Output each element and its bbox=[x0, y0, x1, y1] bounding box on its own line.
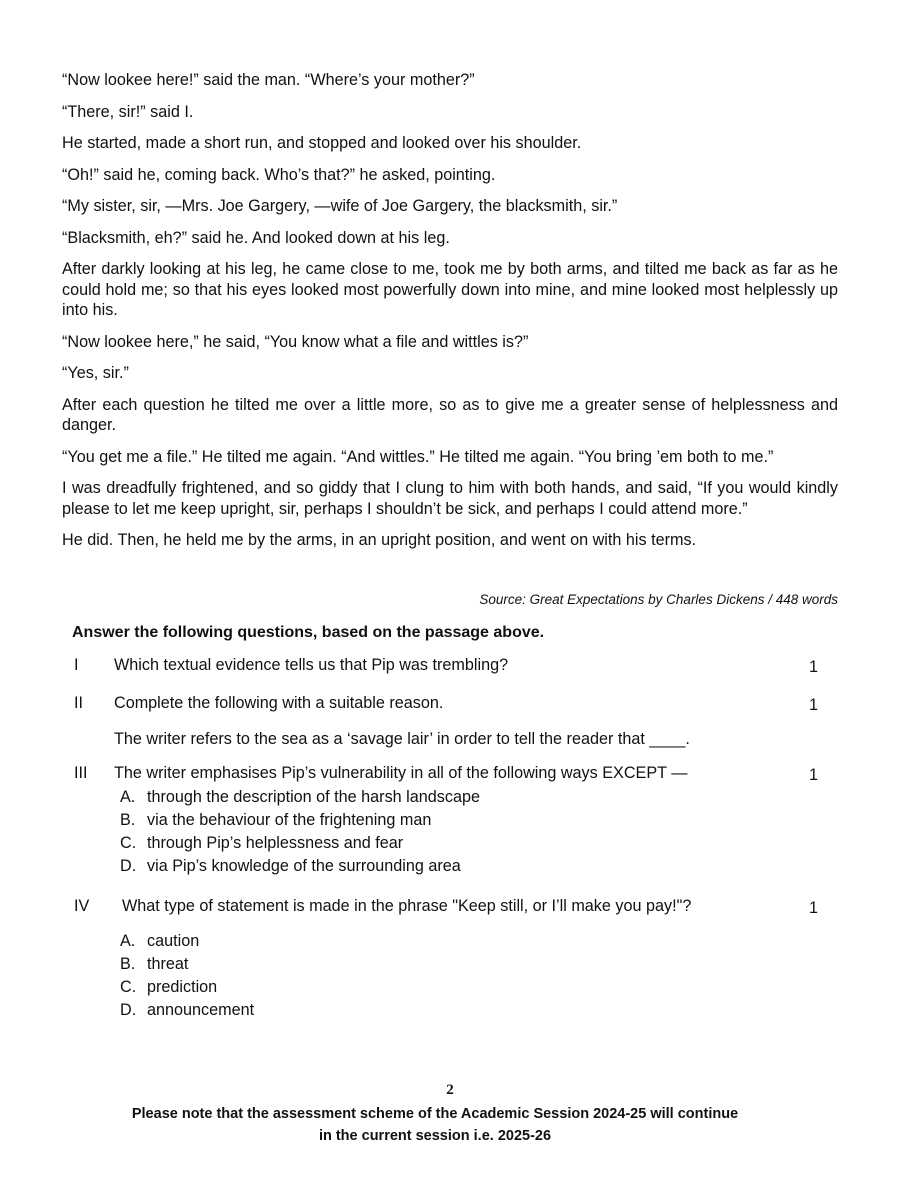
question-number: II bbox=[74, 694, 83, 712]
passage-paragraph: After darkly looking at his leg, he came close to me, took me by both arms, and tilted me back as far as he could hold me; so that his eyes looked most powerfully down into mine, and mine looked most helplessly up into his. bbox=[62, 260, 838, 319]
option-d[interactable] bbox=[120, 856, 480, 879]
option-c[interactable] bbox=[120, 833, 480, 856]
passage bbox=[62, 70, 838, 562]
option-letter: D. bbox=[120, 1001, 137, 1019]
option-b[interactable] bbox=[120, 810, 480, 833]
question-4-options bbox=[120, 931, 254, 1023]
option-text: announcement bbox=[147, 1001, 255, 1019]
option-letter: A. bbox=[120, 788, 136, 806]
passage-paragraph: I was dreadfully frightened, and so giddy that I clung to him with both hands, and said, “If you would kindly please to let me keep upright, sir, perhaps I shouldn’t be sick, and perhaps I could attend more.” bbox=[62, 479, 838, 518]
passage-paragraph: “Blacksmith, eh?” said he. And looked down at his leg. bbox=[62, 228, 450, 247]
passage-paragraph: He did. Then, he held me by the arms, in an upright position, and went on with his terms. bbox=[62, 531, 697, 549]
option-a[interactable] bbox=[120, 787, 480, 810]
question-number: IV bbox=[74, 897, 90, 915]
footer-note-line: Please note that the assessment scheme of the Academic Session 2024-25 will continue bbox=[131, 1106, 739, 1122]
option-b[interactable] bbox=[120, 954, 254, 977]
option-text: through Pip’s helplessness and fear bbox=[147, 834, 404, 852]
footer-note bbox=[0, 1103, 870, 1147]
option-text: through the description of the harsh landscape bbox=[147, 788, 480, 806]
option-letter: B. bbox=[120, 811, 136, 829]
question-marks: 1 bbox=[808, 899, 818, 917]
passage-paragraph: “My sister, sir, —Mrs. Joe Gargery, —wife of Joe Gargery, the blacksmith, sir.” bbox=[62, 197, 618, 215]
option-text: threat bbox=[147, 955, 189, 973]
option-letter: C. bbox=[120, 834, 137, 852]
passage-paragraph: He started, made a short run, and stopped and looked over his shoulder. bbox=[62, 134, 582, 152]
option-letter: B. bbox=[120, 955, 136, 973]
option-letter: C. bbox=[120, 978, 137, 996]
passage-paragraph: “Oh!” said he, coming back. Who’s that?” he asked, pointing. bbox=[62, 165, 496, 184]
instructions-heading: Answer the following questions, based on the passage above. bbox=[72, 624, 545, 641]
option-c[interactable] bbox=[120, 977, 254, 1000]
passage-paragraph: “Now lookee here!” said the man. “Where’s your mother?” bbox=[62, 71, 475, 89]
question-text: Which textual evidence tells us that Pip was trembling? bbox=[114, 656, 509, 674]
footer-note-line: in the current session i.e. 2025-26 bbox=[318, 1128, 552, 1144]
option-d[interactable] bbox=[120, 1000, 254, 1023]
option-a[interactable] bbox=[120, 931, 254, 954]
passage-paragraph: “Now lookee here,” he said, “You know what a file and wittles is?” bbox=[62, 332, 529, 351]
question-marks: 1 bbox=[808, 766, 818, 784]
option-text: caution bbox=[147, 932, 200, 950]
passage-paragraph: “Yes, sir.” bbox=[62, 364, 129, 382]
option-text: prediction bbox=[147, 978, 218, 996]
option-letter: D. bbox=[120, 857, 137, 875]
passage-source: Source: Great Expectations by Charles Dickens / 448 words bbox=[479, 592, 838, 607]
question-text: What type of statement is made in the phrase "Keep still, or I’ll make you pay!"? bbox=[122, 897, 692, 915]
question-marks: 1 bbox=[808, 658, 818, 676]
option-text: via the behaviour of the frightening man bbox=[147, 811, 432, 829]
option-text: via Pip’s knowledge of the surrounding area bbox=[147, 857, 461, 875]
question-number: I bbox=[74, 656, 79, 674]
passage-paragraph: “You get me a file.” He tilted me again. “And wittles.” He tilted me again. “You bring ’em both to me.” bbox=[62, 447, 774, 466]
question-text: The writer emphasises Pip’s vulnerability in all of the following ways EXCEPT — bbox=[114, 764, 688, 782]
question-3-options bbox=[120, 787, 480, 879]
question-2-prompt: The writer refers to the sea as a ‘savage lair’ in order to tell the reader that ____. bbox=[114, 730, 690, 748]
question-number: III bbox=[74, 764, 88, 782]
page-number: 2 bbox=[446, 1082, 454, 1098]
option-letter: A. bbox=[120, 932, 136, 950]
passage-paragraph: “There, sir!” said I. bbox=[62, 102, 194, 121]
passage-paragraph: After each question he tilted me over a little more, so as to give me a greater sense of helplessness and danger. bbox=[62, 395, 838, 434]
question-marks: 1 bbox=[808, 696, 818, 714]
question-text: Complete the following with a suitable reason. bbox=[114, 694, 444, 712]
